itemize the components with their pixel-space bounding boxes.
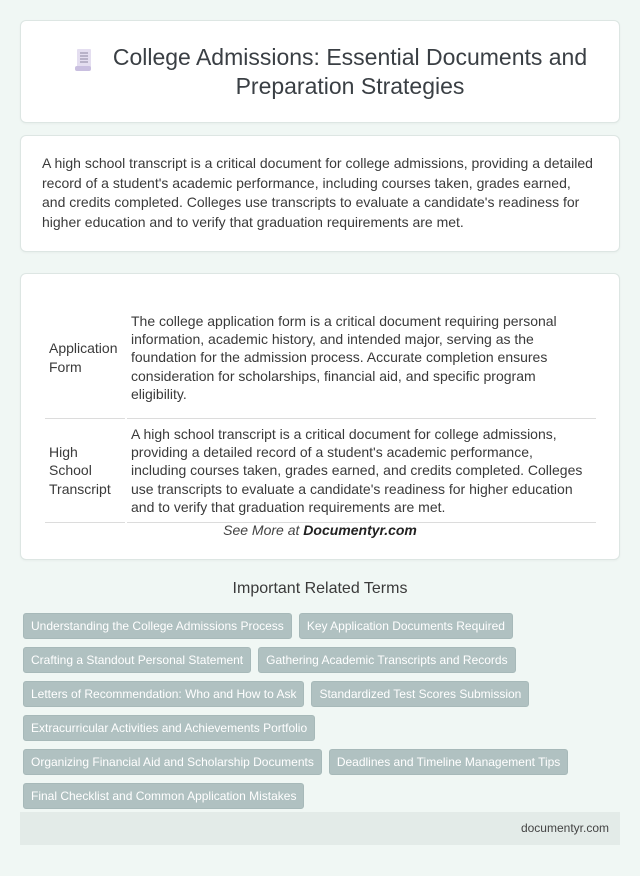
- footer-site[interactable]: documentyr.com: [520, 821, 609, 835]
- intro-text: A high school transcript is a critical document for college admissions, providing a detailed record of a student's academic performance, including courses taken, grades earned, and credits completed. Colleges use transcripts to evaluate a candidate's readiness for higher education and to verify that graduation requirements are met.: [42, 155, 593, 230]
- related-term-tag[interactable]: Organizing Financial Aid and Scholarship Documents: [23, 749, 322, 775]
- related-terms-title: Important Related Terms: [232, 580, 408, 597]
- footer: [20, 812, 620, 845]
- related-term-tag[interactable]: Understanding the College Admissions Process: [23, 613, 292, 639]
- row-term: Application Form: [45, 297, 125, 419]
- related-term-tag[interactable]: Letters of Recommendation: Who and How to Ask: [23, 681, 304, 707]
- table-row: [45, 419, 596, 523]
- see-more-prefix: See More at: [223, 522, 304, 538]
- row-definition: A high school transcript is a critical document for college admissions, providing a detailed record of a student's academic performance, including courses taken, grades earned, and credits completed. Colleges use transcripts to evaluate a candidate's readiness for higher education and to verify that graduation requirements are met.: [127, 419, 596, 523]
- documents-table: [43, 297, 598, 523]
- row-term: High School Transcript: [45, 419, 125, 523]
- table-row: [45, 297, 596, 419]
- row-definition: The college application form is a critical document requiring personal information, academic history, and intended major, serving as the foundation for the admission process. Accurate completion ensures consideration for scholarships, financial aid, and specific program eligibility.: [127, 297, 596, 419]
- see-more-site[interactable]: Documentyr.com: [303, 522, 417, 538]
- header-card: [20, 20, 620, 123]
- documents-table-card: [20, 273, 620, 560]
- related-term-tag[interactable]: Crafting a Standout Personal Statement: [23, 647, 251, 673]
- page-title: College Admissions: Essential Documents and Preparation Strategies: [112, 43, 588, 99]
- related-term-tag[interactable]: Standardized Test Scores Submission: [311, 681, 529, 707]
- intro-card: [20, 135, 620, 252]
- related-term-tag[interactable]: Key Application Documents Required: [299, 613, 513, 639]
- see-more-link[interactable]: [21, 522, 619, 538]
- related-term-tag[interactable]: Gathering Academic Transcripts and Records: [258, 647, 515, 673]
- related-term-tag[interactable]: Extracurricular Activities and Achievements Portfolio: [23, 715, 315, 741]
- related-terms-list: [23, 613, 593, 809]
- related-term-tag[interactable]: Deadlines and Timeline Management Tips: [329, 749, 568, 775]
- related-term-tag[interactable]: Final Checklist and Common Application Mistakes: [23, 783, 304, 809]
